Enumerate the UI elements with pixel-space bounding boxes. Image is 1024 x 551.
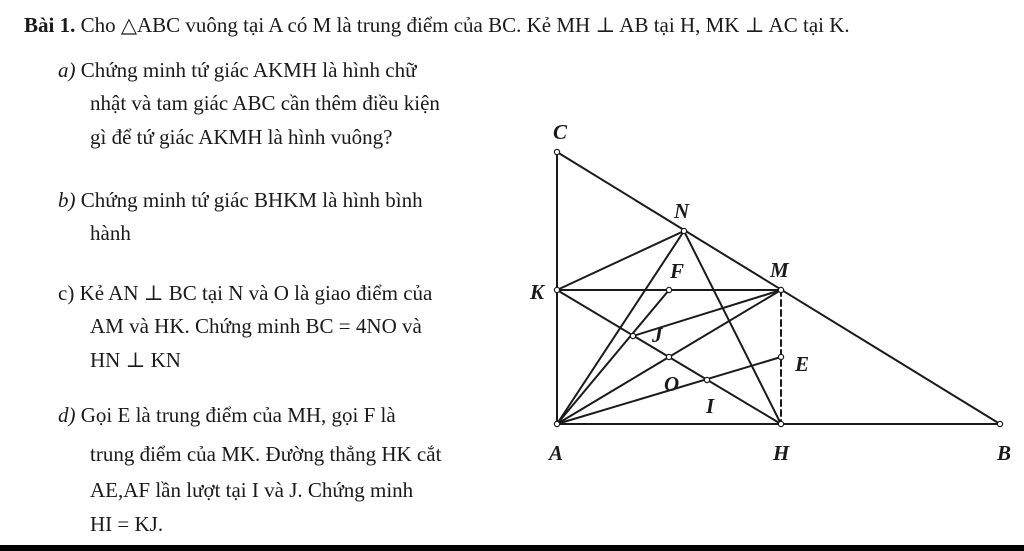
- point-H: [778, 421, 783, 426]
- label-M: M: [770, 258, 789, 282]
- part-c-marker: c): [58, 281, 75, 305]
- part-b-marker: b): [58, 188, 76, 212]
- point-F: [666, 287, 671, 292]
- point-M: [778, 287, 783, 292]
- part-a-line-2: nhật và tam giác ABC cần thêm điều kiện: [90, 91, 440, 115]
- point-I: [704, 377, 709, 382]
- label-K: K: [530, 280, 545, 304]
- label-A: A: [549, 441, 564, 465]
- part-a-line-3: gì để tứ giác AKMH là hình vuông?: [90, 125, 393, 149]
- label-E: E: [795, 352, 810, 376]
- label-O: O: [664, 372, 680, 396]
- segment-AF: [557, 290, 669, 424]
- problem-statement: Cho △ABC vuông tại A có M là trung điểm của BC. Kẻ MH ⊥ AB tại H, MK ⊥ AC tại K.: [75, 13, 850, 37]
- point-K: [554, 287, 559, 292]
- label-C: C: [553, 120, 568, 144]
- point-J: [630, 333, 635, 338]
- part-d-line-2: trung điểm của MK. Đường thẳng HK cắt: [90, 442, 442, 466]
- part-a-marker: a): [58, 58, 76, 82]
- part-c-line-3: HN ⊥ KN: [90, 348, 181, 372]
- part-b-line-2: hành: [90, 221, 131, 245]
- label-I: I: [706, 394, 715, 418]
- label-N: N: [674, 199, 690, 223]
- point-B: [997, 421, 1002, 426]
- part-a-text: Chứng minh tứ giác AKMH là hình chữ: [80, 58, 417, 82]
- part-c-line-2: AM và HK. Chứng minh BC = 4NO và: [90, 314, 422, 338]
- label-F: F: [670, 259, 685, 283]
- point-N: [681, 228, 686, 233]
- point-A: [554, 421, 559, 426]
- label-H: H: [773, 441, 790, 465]
- label-B: B: [997, 441, 1012, 465]
- point-C: [554, 149, 559, 154]
- part-b-text: Chứng minh tứ giác BHKM là hình bình: [80, 188, 423, 212]
- point-O: [666, 354, 671, 359]
- label-J: J: [652, 323, 663, 347]
- part-d-text: Gọi E là trung điểm của MH, gọi F là: [80, 403, 396, 427]
- part-d-line-4: HI = KJ.: [90, 512, 164, 536]
- part-d-marker: d): [58, 403, 76, 427]
- problem-number: Bài 1.: [24, 13, 76, 37]
- part-c-text: Kẻ AN ⊥ BC tại N và O là giao điểm của: [79, 281, 433, 305]
- part-d-line-3: AE,AF lần lượt tại I và J. Chứng minh: [90, 478, 414, 502]
- point-E: [778, 354, 783, 359]
